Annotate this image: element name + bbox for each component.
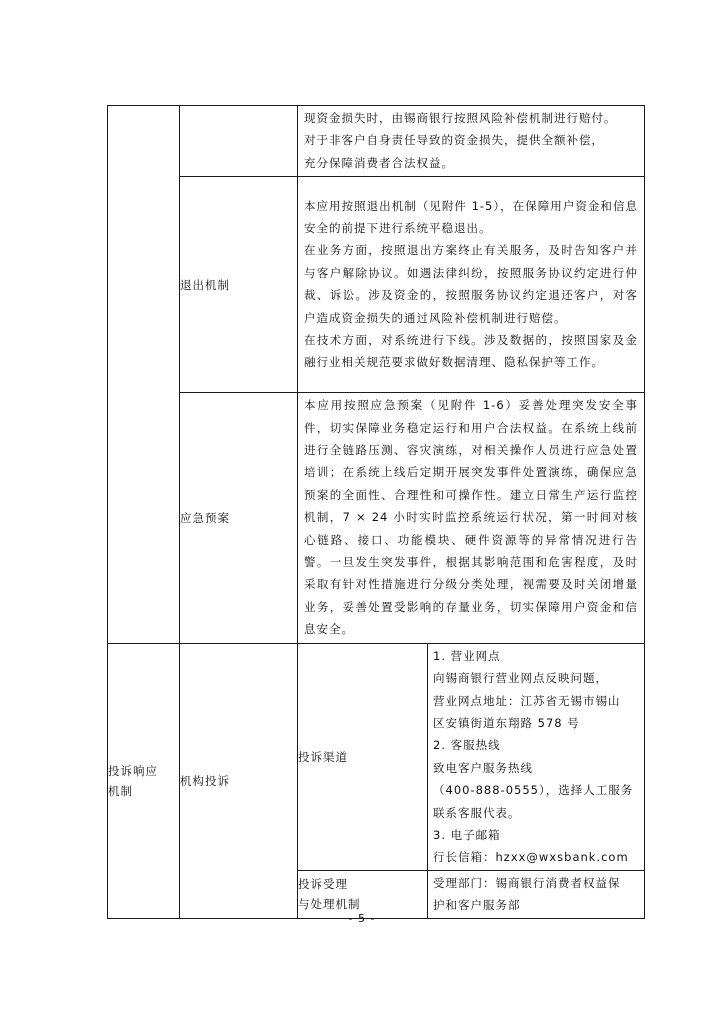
handling-label-line: 与处理机制 [298,897,361,912]
cell-channels-text [428,643,645,870]
cell-emergency-text [298,393,645,643]
channel-line: 联系客服代表。 [433,805,521,820]
text-line: 现资金损失时，由锡商银行按照风险补偿机制进行赔付。 [304,111,617,125]
complaint-category-line: 机制 [108,783,133,798]
handling-label-line: 投诉受理 [298,877,348,892]
table-row-exit-mechanism [108,177,645,393]
handling-line: 受理部门：锡商银行消费者权益保 [433,875,621,890]
cell-handling-text [428,870,645,918]
text-paragraph: 本应用按照应急预案（见附件 1-6）妥善处理突发安全事件，切实保障业务稳定运行和用户合法权益。在系统上线前进行全链路压测、容灾演练，对相关操作人员进行应急处置培训；在系统上线后定期开展突发事件处置演练，确保应急预案的全面性、合理性和可操作性。建立日常生产运行监控机制，7 × 24 小时实时监控系统运行状况，第一时间对核心链路、接口、功能模块、硬件资源等的异常情况进行告警。一旦发生突发事件，根据其影响范围和危害程度，及时采取有针对性措施进行分级分类处理，视需要及时关闭增量业务，妥善处置受影响的存量业务，切实保障用户资金和信息安全。 [304,398,638,637]
channel-line: 向锡商银行营业网点反映问题， [433,671,608,686]
text-paragraph: 在业务方面，按照退出方案终止有关服务，及时告知客户并与客户解除协议。如遇法律纠纷，按照服务协议约定进行仲裁、诉讼。涉及资金的，按照服务协议约定退还客户，对客户造成资金损失的通过风险补偿机制进行赔偿。 [304,243,638,325]
channel-line: （400-888-0555），选择人工服务 [433,783,634,798]
channel-line: 1. 营业网点 [433,648,501,663]
table-row-risk-compensation [108,106,645,177]
channel-line: 区安镇街道东翔路 578 号 [433,715,580,730]
channel-line: 2. 客服热线 [433,738,501,753]
cell-type-empty [180,106,298,177]
cell-exit-text [298,177,645,393]
table-row-emergency-plan [108,393,645,643]
channel-line: 行长信箱：hzxx@wxsbank.com [433,850,629,865]
complaint-type-label: 机构投诉 [180,773,230,788]
text-line: 充分保障消费者合法权益。 [304,155,454,170]
handling-line: 护和客户服务部 [433,898,521,913]
table-row-complaint-channels [108,643,645,870]
cell-exit-label [180,177,298,393]
text-paragraph: 本应用按照退出机制（见附件 1-5），在保障用户资金和信息安全的前提下进行系统平稳退出。 [304,198,638,235]
channel-line: 3. 电子邮箱 [433,827,501,842]
page-number: - 5 - [348,912,376,925]
cell-category-empty [108,106,180,644]
complaint-channels-label: 投诉渠道 [298,749,348,764]
cell-handling-label [298,870,428,918]
cell-complaint-type [180,643,298,918]
exit-mechanism-label: 退出机制 [180,277,230,292]
document-table [107,105,645,919]
channel-line: 营业网点地址：江苏省无锡市锡山 [433,693,621,708]
cell-risk-compensation-text [298,106,645,177]
complaint-category-line: 投诉响应 [108,763,158,778]
cell-emergency-label [180,393,298,643]
channel-line: 致电客户服务热线 [433,760,533,775]
emergency-plan-label: 应急预案 [180,510,230,525]
cell-channels-label [298,643,428,870]
text-paragraph: 在技术方面，对系统进行下线。涉及数据的，按照国家及金融行业相关规范要求做好数据清理、隐私保护等工作。 [304,333,638,370]
cell-complaint-category [108,643,180,918]
text-line: 对于非客户自身责任导致的资金损失，提供全额补偿， [304,133,604,148]
